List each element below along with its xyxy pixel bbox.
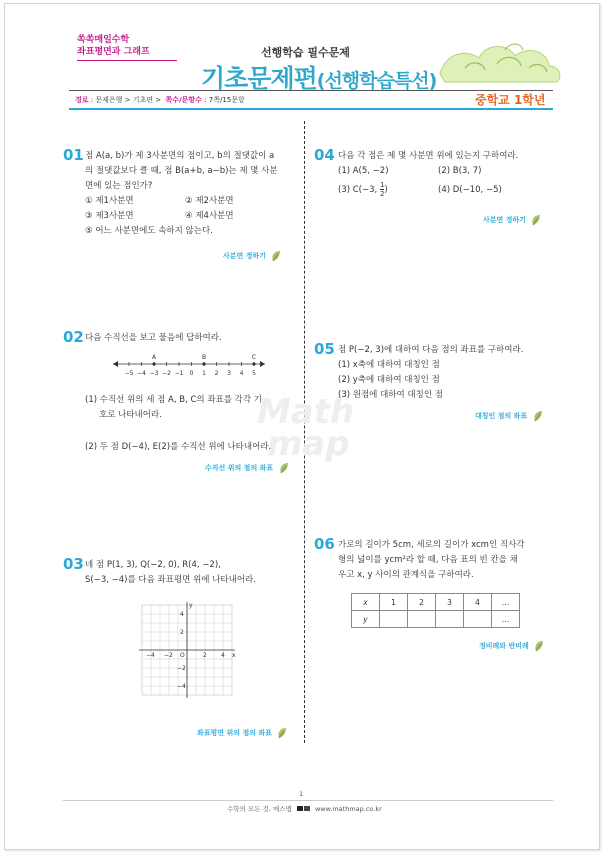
tag-underline <box>77 60 177 61</box>
footer-url[interactable]: www.mathmap.co.kr <box>314 805 382 813</box>
series-tag: 쏙쏙매일수학 <box>77 35 130 45</box>
number-line-tick-label: −1 <box>174 370 184 377</box>
xy-table <box>351 593 520 628</box>
arrow-left-icon <box>113 361 118 367</box>
footer-copyright: 수학의 모든 것, 매스맵 <box>227 805 292 813</box>
table-cell[interactable] <box>464 611 492 628</box>
q01-stem <box>85 149 297 239</box>
y-tick-label: −2 <box>177 665 186 672</box>
leaf-icon <box>534 640 544 652</box>
number-line-tick-label: −4 <box>137 370 146 377</box>
q02-stem: 다음 수직선을 보고 물음에 답하여라. <box>85 333 222 343</box>
table-cell[interactable] <box>436 611 464 628</box>
q02-link-label: 수직선 위의 점의 좌표 <box>205 464 274 472</box>
q01-line3: 면에 있는 점인가? <box>85 181 153 191</box>
q02-sub1 <box>85 393 297 423</box>
header-rule-bottom <box>69 108 553 110</box>
number-line-tick-label: −3 <box>149 370 159 377</box>
route-label: 경로 <box>75 96 89 104</box>
table-row <box>352 611 520 628</box>
leaf-icon <box>531 214 541 226</box>
q01-concept-link[interactable] <box>223 250 281 262</box>
number-line-tick-label: 3 <box>227 370 231 377</box>
q04-concept-link[interactable] <box>483 214 541 226</box>
number-line-point-label: B <box>201 354 207 361</box>
q05-stem-block <box>338 343 558 403</box>
q03-stem <box>85 558 300 588</box>
chapter-tag: 좌표평면과 그래프 <box>77 47 150 57</box>
x-tick-label: 2 <box>203 652 207 659</box>
q04-option-2: (2) B(3, 7) <box>438 166 482 176</box>
q02-sub2: (2) 두 점 D(−4), E(2)를 수직선 위에 나타내어라. <box>85 442 272 452</box>
q05-sub3: (3) 원점에 대하여 대칭인 점 <box>338 390 443 400</box>
table-cell: y <box>352 611 380 628</box>
footer-mark-icon <box>304 806 310 811</box>
table-cell: 1 <box>380 594 408 611</box>
q05-sub1: (1) x축에 대하여 대칭인 점 <box>338 360 440 370</box>
q06-stem-block <box>338 538 558 583</box>
q03-line2: S(−3, −4)를 다음 좌표평면 위에 나타내어라. <box>85 575 256 585</box>
number-line-point <box>152 362 155 365</box>
q06-line2: 형의 넓이를 ycm²라 할 때, 다음 표의 빈 칸을 채 <box>338 555 518 565</box>
q02-concept-link[interactable] <box>205 462 289 474</box>
q01-option-4: ④ 제4사분면 <box>185 211 234 221</box>
y-axis-label: y <box>189 602 193 609</box>
leaf-icon <box>533 410 543 422</box>
q06-concept-link[interactable] <box>479 640 544 652</box>
number-line-tick-label: −2 <box>162 370 171 377</box>
grade-label: 중학교 1학년 <box>475 93 546 107</box>
table-cell: 4 <box>464 594 492 611</box>
number-line <box>109 350 269 380</box>
q02-sub1-line1: (1) 수직선 위의 세 점 A, B, C의 좌표를 각각 기 <box>85 395 262 405</box>
q04-number: 04 <box>314 146 335 164</box>
page-number: 1 <box>299 790 304 798</box>
number-line-tick-label: 2 <box>214 370 219 377</box>
arrow-right-icon <box>260 361 265 367</box>
q04-option-3: (3) C(−3, $\frac{1}{2}$ ) <box>338 181 388 198</box>
q01-line2: 의 절댓값보다 클 때, 점 B(a+b, a−b)는 제 몇 사분 <box>85 166 278 176</box>
number-line-tick-label: 0 <box>189 370 194 377</box>
watermark-line1: Math <box>257 392 355 432</box>
q06-number: 06 <box>314 535 335 553</box>
leaf-icon <box>271 250 281 262</box>
q05-link-label: 대칭인 점의 좌표 <box>475 412 528 420</box>
q04-stem-block <box>338 149 558 198</box>
table-cell: x <box>352 594 380 611</box>
q04-link-label: 사분면 정하기 <box>483 216 527 224</box>
cloud-ornament-icon <box>435 34 565 90</box>
q01-option-1: ① 제1사분면 <box>85 196 134 206</box>
number-line-point-label: A <box>151 354 157 361</box>
leaf-icon <box>277 727 287 739</box>
route-line <box>75 95 245 105</box>
q03-number: 03 <box>63 555 84 573</box>
x-tick-label: 4 <box>221 652 225 659</box>
table-cell: … <box>492 594 520 611</box>
q05-concept-link[interactable] <box>475 410 543 422</box>
q04-stem: 다음 각 점은 제 몇 사분면 위에 있는지 구하여라. <box>338 151 519 161</box>
q06-line1: 가로의 길이가 5cm, 세로의 길이가 xcm인 직사각 <box>338 540 525 550</box>
q03-concept-link[interactable] <box>197 727 287 739</box>
table-cell: … <box>492 611 520 628</box>
footer-rule <box>63 800 553 801</box>
x-tick-label: −4 <box>146 652 155 659</box>
q02-sub1-line2: 호로 나타내어라. <box>99 410 162 420</box>
q04-option-1: (1) A(5, −2) <box>338 166 389 176</box>
q05-stem: 점 P(−2, 3)에 대하여 다음 점의 좌표를 구하여라. <box>338 345 524 355</box>
count-text: : 7쪽/15문항 <box>204 96 245 104</box>
worksheet-page <box>4 3 600 850</box>
q03-link-label: 좌표평면 위의 점의 좌표 <box>197 729 272 737</box>
q06-link-label: 정비례와 반비례 <box>479 642 529 650</box>
title-main: 기초문제편 <box>201 64 317 93</box>
q01-option-3: ③ 제3사분면 <box>85 211 134 221</box>
table-cell: 3 <box>436 594 464 611</box>
y-tick-label: 4 <box>180 611 184 618</box>
table-row <box>352 594 520 611</box>
table-cell[interactable] <box>408 611 436 628</box>
q03-line1: 네 점 P(1, 3), Q(−2, 0), R(4, −2), <box>85 560 221 570</box>
count-label: 쪽수/문항수 <box>165 96 202 104</box>
number-line-point <box>202 362 205 365</box>
origin-label: O <box>180 652 185 659</box>
leaf-icon <box>279 462 289 474</box>
number-line-tick-label: 4 <box>239 370 244 377</box>
footer-mark-icon <box>297 806 303 811</box>
table-cell[interactable] <box>380 611 408 628</box>
number-line-point-label: C <box>251 354 257 361</box>
x-axis-label: x <box>232 652 236 659</box>
q01-option-5: ⑤ 어느 사분면에도 속하지 않는다. <box>85 226 213 236</box>
q05-number: 05 <box>314 340 335 358</box>
q04-option-4: (4) D(−10, −5) <box>438 185 502 195</box>
number-line-point <box>252 362 255 365</box>
number-line-tick-label: 5 <box>252 370 256 377</box>
route-text: : 문제은행 > 기초편 > <box>90 96 162 104</box>
q01-option-2: ② 제2사분면 <box>185 196 234 206</box>
y-tick-label: 2 <box>180 629 184 636</box>
q01-number: 01 <box>63 146 84 164</box>
q01-line1: 점 A(a, b)가 제 3사분면의 점이고, b의 절댓값이 a <box>85 151 275 161</box>
number-line-tick-label: −5 <box>124 370 134 377</box>
footer-line <box>227 804 382 813</box>
fraction: $\frac{1}{2}$ <box>379 181 385 198</box>
watermark-line2: map <box>267 424 350 464</box>
number-line-tick-label: 1 <box>202 370 206 377</box>
title-paren: (선행학습특선) <box>316 70 437 92</box>
q05-sub2: (2) y축에 대하여 대칭인 점 <box>338 375 440 385</box>
coordinate-plane <box>137 600 237 700</box>
q01-link-label: 사분면 정하기 <box>223 252 267 260</box>
q02-number: 02 <box>63 328 84 346</box>
q06-line3: 우고 x, y 사이의 관계식을 구하여라. <box>338 570 474 580</box>
x-tick-label: −2 <box>164 652 173 659</box>
subtitle: 선행학습 필수문제 <box>261 46 350 59</box>
table-cell: 2 <box>408 594 436 611</box>
y-tick-label: −4 <box>177 683 186 690</box>
